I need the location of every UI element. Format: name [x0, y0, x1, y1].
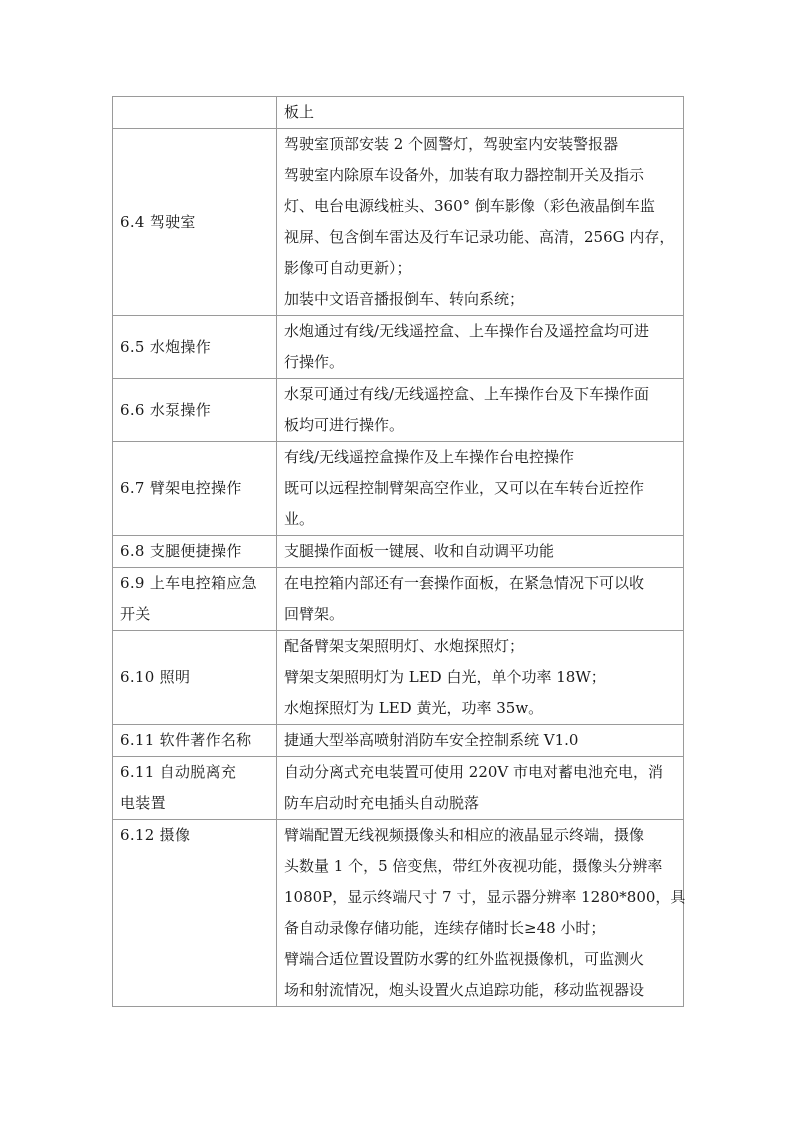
spec-item-description-line: 备自动录像存储功能，连续存储时长≥48 小时； — [284, 919, 606, 937]
spec-item-name — [113, 631, 277, 725]
spec-item-name — [113, 316, 277, 379]
spec-item-description-line: 1080P，显示终端尺寸 7 寸，显示器分辨率 1280*800，具 — [284, 888, 686, 906]
spec-item-description — [277, 757, 684, 820]
spec-item-name-line: 6.12 摄像 — [120, 826, 191, 844]
spec-item-description-line: 臂架支架照明灯为 LED 白光，单个功率 18W； — [284, 668, 606, 686]
spec-item-description-line: 板均可进行操作。 — [284, 416, 405, 434]
spec-item-description-line: 加装中文语音播报倒车、转向系统； — [284, 290, 525, 308]
spec-item-name-line: 6.6 水泵操作 — [120, 400, 212, 419]
spec-item-name — [113, 379, 277, 442]
spec-item-description-line: 配备臂架支架照明灯、水炮探照灯； — [284, 637, 525, 655]
spec-item-description-line: 回臂架。 — [284, 605, 345, 623]
spec-item-name — [113, 442, 277, 536]
spec-item-description-line: 视屏、包含倒车雷达及行车记录功能、高清，256G 内存， — [284, 228, 675, 246]
spec-item-name — [113, 536, 277, 568]
spec-item-description — [277, 442, 684, 536]
spec-item-name-line: 6.7 臂架电控操作 — [120, 479, 242, 497]
spec-item-description — [277, 725, 684, 757]
spec-item-description-line: 头数量 1 个，5 倍变焦，带红外夜视功能，摄像头分辨率 — [284, 857, 663, 875]
spec-item-description-line: 灯、电台电源线桩头、360° 倒车影像（彩色液晶倒车监 — [284, 197, 655, 215]
spec-item-description — [277, 316, 684, 379]
spec-item-description — [277, 129, 684, 316]
spec-item-description-line: 驾驶室内除原车设备外，加装有取力器控制开关及指示 — [284, 166, 645, 184]
spec-item-name-line: 6.11 自动脱离充 — [120, 763, 237, 781]
spec-table-body — [113, 97, 684, 1007]
spec-item-name-line: 6.5 水炮操作 — [120, 337, 212, 356]
table-row — [113, 820, 684, 1007]
spec-item-name — [113, 725, 277, 757]
spec-item-name-line: 6.9 上车电控箱应急 — [120, 574, 257, 592]
spec-item-description — [277, 568, 684, 631]
spec-item-description-line: 水泵可通过有线/无线遥控盒、上车操作台及下车操作面 — [284, 385, 650, 403]
spec-item-name — [113, 820, 277, 1007]
spec-item-description-line: 支腿操作面板一键展、收和自动调平功能 — [284, 542, 555, 560]
spec-item-description-line: 臂端合适位置设置防水雾的红外监视摄像机，可监测火 — [284, 950, 645, 968]
spec-item-description-line: 板上 — [284, 103, 315, 121]
spec-item-name-line: 电装置 — [120, 794, 166, 812]
spec-item-description — [277, 820, 684, 1007]
spec-item-description-line: 自动分离式充电装置可使用 220V 市电对蓄电池充电，消 — [284, 763, 664, 781]
spec-item-description-line: 行操作。 — [284, 353, 345, 371]
spec-table — [112, 96, 684, 1007]
spec-item-description-line: 驾驶室顶部安装 2 个圆警灯，驾驶室内安装警报器 — [284, 135, 619, 153]
table-row — [113, 536, 684, 568]
spec-item-description — [277, 97, 684, 129]
table-row — [113, 316, 684, 379]
spec-item-description-line: 防车启动时充电插头自动脱落 — [284, 794, 480, 812]
spec-item-description-line: 场和射流情况，炮头设置火点追踪功能，移动监视器设 — [284, 981, 645, 999]
table-row — [113, 442, 684, 536]
spec-item-description — [277, 379, 684, 442]
spec-item-name — [113, 757, 277, 820]
spec-item-description — [277, 536, 684, 568]
spec-item-name — [113, 568, 277, 631]
spec-item-name — [113, 129, 277, 316]
spec-item-name — [113, 97, 277, 129]
table-row — [113, 568, 684, 631]
spec-item-name-line: 6.10 照明 — [120, 668, 191, 686]
spec-item-description-line: 影像可自动更新）； — [284, 259, 412, 277]
spec-item-name-line: 开关 — [120, 605, 151, 623]
spec-item-description-line: 有线/无线遥控盒操作及上车操作台电控操作 — [284, 448, 575, 466]
table-row — [113, 379, 684, 442]
table-row — [113, 97, 684, 129]
spec-item-name-line: 6.8 支腿便捷操作 — [120, 542, 242, 560]
table-row — [113, 129, 684, 316]
table-row — [113, 725, 684, 757]
spec-item-name-line: 6.4 驾驶室 — [120, 212, 196, 231]
table-row — [113, 757, 684, 820]
spec-item-description-line: 在电控箱内部还有一套操作面板，在紧急情况下可以收 — [284, 574, 645, 592]
spec-item-description-line: 捷通大型举高喷射消防车安全控制系统 V1.0 — [284, 731, 579, 749]
spec-item-description — [277, 631, 684, 725]
table-row — [113, 631, 684, 725]
spec-item-description-line: 业。 — [284, 510, 315, 528]
spec-item-description-line: 水炮探照灯为 LED 黄光，功率 35w。 — [284, 699, 544, 717]
spec-item-description-line: 臂端配置无线视频摄像头和相应的液晶显示终端，摄像 — [284, 826, 645, 844]
spec-item-name-line: 6.11 软件著作名称 — [120, 731, 252, 749]
spec-item-description-line: 水炮通过有线/无线遥控盒、上车操作台及遥控盒均可进 — [284, 322, 650, 340]
spec-item-description-line: 既可以远程控制臂架高空作业，又可以在车转台近控作 — [284, 479, 645, 497]
